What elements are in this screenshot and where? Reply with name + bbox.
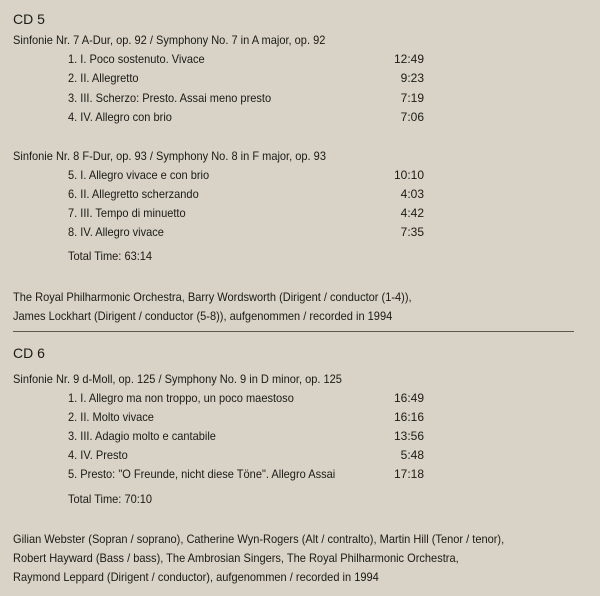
track-duration: 16:49 [393, 391, 424, 405]
credits-line: Robert Hayward (Bass / bass), The Ambrosian Singers, The Royal Philharmonic Orchestra, [13, 551, 459, 565]
track-row [68, 110, 424, 128]
cd6-header: CD 6 [13, 345, 45, 361]
cd6-work-title-sym9: Sinfonie Nr. 9 d-Moll, op. 125 / Symphony No. 9 in D minor, op. 125 [13, 372, 342, 386]
section-divider [13, 331, 574, 332]
track-name: 8. IV. Allegro vivace [68, 225, 164, 239]
cd6-credits [13, 530, 504, 587]
track-row [68, 52, 424, 70]
cd5-total-time: Total Time: 63:14 [68, 249, 153, 263]
track-row [68, 225, 424, 243]
track-name: 4. IV. Presto [68, 448, 128, 462]
credits-line: The Royal Philharmonic Orchestra, Barry Wordsworth (Dirigent / conductor (1-4)), [13, 290, 412, 304]
track-row [68, 187, 424, 205]
track-row [68, 168, 424, 186]
track-row [68, 429, 424, 447]
track-name: 6. II. Allegretto scherzando [68, 187, 199, 201]
track-name: 5. I. Allegro vivace e con brio [68, 168, 210, 182]
track-duration: 7:19 [400, 91, 424, 105]
track-row [68, 71, 424, 89]
track-duration: 10:10 [393, 168, 424, 182]
track-row [68, 448, 424, 466]
cd5-header: CD 5 [13, 11, 45, 27]
track-duration: 17:18 [393, 467, 424, 481]
track-name: 3. III. Adagio molto e cantabile [68, 429, 216, 443]
credits-line: James Lockhart (Dirigent / conductor (5-8)), aufgenommen / recorded in 1994 [13, 309, 393, 323]
track-name: 2. II. Allegretto [68, 71, 139, 85]
track-row [68, 206, 424, 224]
track-name: 2. II. Molto vivace [68, 410, 154, 424]
track-name: 1. I. Allegro ma non troppo, un poco maestoso [68, 391, 294, 405]
track-row [68, 391, 424, 409]
track-duration: 4:42 [400, 206, 424, 220]
track-duration: 13:56 [393, 429, 424, 443]
track-duration: 12:49 [393, 52, 424, 66]
cd5-work-title-sym8: Sinfonie Nr. 8 F-Dur, op. 93 / Symphony No. 8 in F major, op. 93 [13, 149, 326, 163]
track-duration: 4:03 [400, 187, 424, 201]
track-row [68, 410, 424, 428]
track-name: 4. IV. Allegro con brio [68, 110, 172, 124]
track-name: 7. III. Tempo di minuetto [68, 206, 186, 220]
cd5-credits [13, 288, 412, 326]
track-duration: 5:48 [400, 448, 424, 462]
track-duration: 7:35 [400, 225, 424, 239]
track-row [68, 467, 424, 485]
track-name: 5. Presto: "O Freunde, nicht diese Töne". Allegro Assai [68, 467, 336, 481]
credits-line: Raymond Leppard (Dirigent / conductor), aufgenommen / recorded in 1994 [13, 570, 379, 584]
cd6-total-time: Total Time: 70:10 [68, 492, 153, 506]
track-name: 1. I. Poco sostenuto. Vivace [68, 52, 205, 66]
track-row [68, 91, 424, 109]
track-duration: 16:16 [393, 410, 424, 424]
track-duration: 7:06 [400, 110, 424, 124]
track-duration: 9:23 [400, 71, 424, 85]
cd5-work-title-sym7: Sinfonie Nr. 7 A-Dur, op. 92 / Symphony No. 7 in A major, op. 92 [13, 33, 326, 47]
track-name: 3. III. Scherzo: Presto. Assai meno presto [68, 91, 272, 105]
credits-line: Gilian Webster (Sopran / soprano), Catherine Wyn-Rogers (Alt / contralto), Martin Hill (Tenor / tenor), [13, 532, 505, 546]
